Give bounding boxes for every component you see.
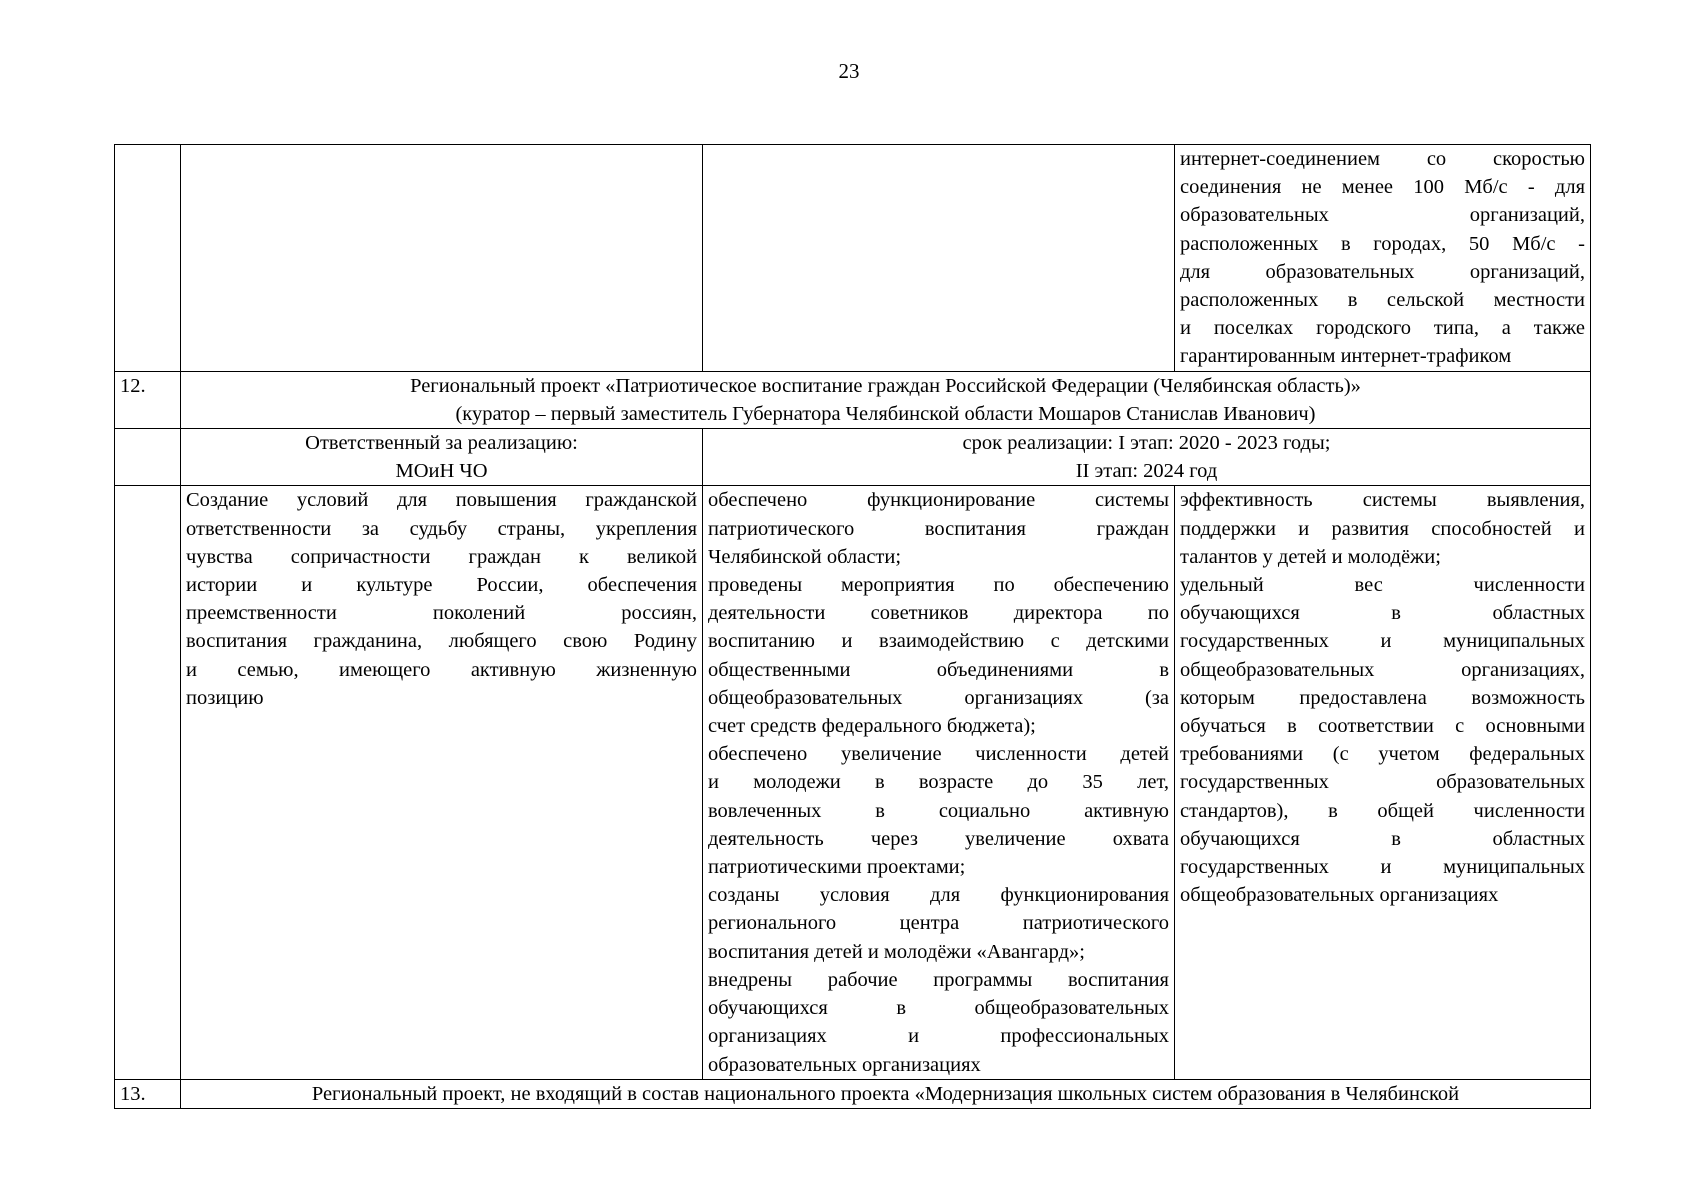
project-title-line: Региональный проект, не входящий в состав национального проекта «Модернизация школьных систем образования в Челябинской: [311, 1082, 1460, 1105]
row-number-cell: [115, 145, 181, 372]
text-line: удельный вес численности: [1180, 574, 1585, 597]
text-line: организациях и профессиональных: [708, 1025, 1169, 1048]
text-line: поддержки и развития способностей и: [1180, 517, 1585, 540]
term-line: II этап: 2024 год: [1075, 460, 1218, 483]
text-line: талантов у детей и молодёжи;: [1180, 545, 1441, 568]
responsible-value: МОиН ЧО: [395, 460, 488, 483]
text-line: и семью, имеющего активную жизненную: [186, 658, 697, 681]
text-line: обеспечено увеличение численности детей: [708, 743, 1169, 766]
text-line: государственных и муниципальных: [1180, 856, 1585, 879]
project-title-line: Региональный проект «Патриотическое воспитание граждан Российской Федерации (Челябинская область)»: [410, 374, 1361, 397]
text-line: требованиями (с учетом федеральных: [1180, 743, 1585, 766]
text-line: соединения не менее 100 Мб/с - для: [1180, 176, 1585, 199]
text-line: обучаться в соответствии с основными: [1180, 715, 1585, 738]
page-number: 23: [838, 59, 860, 83]
text-line: расположенных в сельской местности: [1180, 289, 1585, 312]
text-line: стандартов), в общей численности: [1180, 799, 1585, 822]
text-line: патриотического воспитания граждан: [708, 517, 1169, 540]
table-row: [115, 486, 1591, 1079]
text-line: общественными объединениями в: [708, 658, 1169, 681]
text-line: Челябинской области;: [708, 545, 902, 568]
text-line: общеобразовательных организациях,: [1180, 658, 1585, 681]
text-line: образовательных организациях: [708, 1053, 981, 1076]
text-line: расположенных в городах, 50 Мб/с -: [1180, 232, 1585, 255]
results-cell: [703, 486, 1175, 1079]
text-line: истории и культуре России, обеспечения: [186, 574, 697, 597]
row-number-cell: [115, 429, 181, 486]
text-line: вовлеченных в социально активную: [708, 799, 1169, 822]
text-line: обучающихся в областных: [1180, 602, 1585, 625]
project-number: 13.: [115, 1079, 181, 1108]
text-line: позицию: [186, 686, 264, 709]
project-title-row: [115, 371, 1591, 428]
indicators-cell: [1175, 486, 1591, 1079]
indicators-cell: [1175, 145, 1591, 372]
text-line: которым предоставлена возможность: [1180, 686, 1585, 709]
text-line: воспитанию и взаимодействию с детскими: [708, 630, 1169, 653]
text-line: чувства сопричастности граждан к великой: [186, 545, 697, 568]
text-line: гарантированным интернет-трафиком: [1180, 345, 1512, 368]
program-table: [114, 144, 1591, 1109]
text-line: воспитания гражданина, любящего свою Родину: [186, 630, 697, 653]
text-line: обучающихся в областных: [1180, 827, 1585, 850]
term-line: срок реализации: I этап: 2020 - 2023 годы;: [962, 432, 1331, 455]
project-title-row: [115, 1079, 1591, 1108]
text-line: интернет-соединением со скоростью: [1180, 148, 1585, 170]
text-line: проведены мероприятия по обеспечению: [708, 574, 1169, 597]
text-line: государственных и муниципальных: [1180, 630, 1585, 653]
responsible-cell: [181, 429, 703, 486]
term-cell: [703, 429, 1591, 486]
text-line: образовательных организаций,: [1180, 204, 1585, 227]
text-line: патриотическими проектами;: [708, 856, 966, 879]
text-line: обеспечено функционирование системы: [708, 489, 1169, 512]
project-meta-row: [115, 429, 1591, 486]
row-number-cell: [115, 486, 181, 1079]
project-number: 12.: [115, 371, 181, 428]
text-line: государственных образовательных: [1180, 771, 1585, 794]
task-cell: [181, 145, 703, 372]
text-line: деятельность через увеличение охвата: [708, 827, 1169, 850]
text-line: преемственности поколений россиян,: [186, 602, 697, 625]
text-line: общеобразовательных организациях (за: [708, 686, 1169, 709]
project-curator-line: (куратор – первый заместитель Губернатора Челябинской области Мошаров Станислав Иванович): [455, 402, 1316, 425]
text-line: воспитания детей и молодёжи «Авангард»;: [708, 940, 1085, 963]
text-line: и поселках городского типа, а также: [1180, 317, 1585, 340]
project-title: [181, 371, 1591, 428]
project-title: [181, 1079, 1591, 1108]
text-line: счет средств федерального бюджета);: [708, 715, 1036, 738]
text-line: регионального центра патриотического: [708, 912, 1169, 935]
text-line: Создание условий для повышения гражданской: [186, 489, 697, 512]
responsible-label: Ответственный за реализацию:: [305, 432, 578, 455]
table-row-continuation: [115, 145, 1591, 372]
text-line: созданы условия для функционирования: [708, 884, 1169, 907]
text-line: ответственности за судьбу страны, укрепления: [186, 517, 697, 540]
text-line: обучающихся в общеобразовательных: [708, 997, 1169, 1020]
results-cell: [703, 145, 1175, 372]
text-line: для образовательных организаций,: [1180, 260, 1585, 283]
text-line: эффективность системы выявления,: [1180, 489, 1585, 512]
text-line: общеобразовательных организациях: [1180, 884, 1499, 907]
text-line: деятельности советников директора по: [708, 602, 1169, 625]
text-line: и молодежи в возрасте до 35 лет,: [708, 771, 1169, 794]
text-line: внедрены рабочие программы воспитания: [708, 968, 1169, 991]
task-cell: [181, 486, 703, 1079]
